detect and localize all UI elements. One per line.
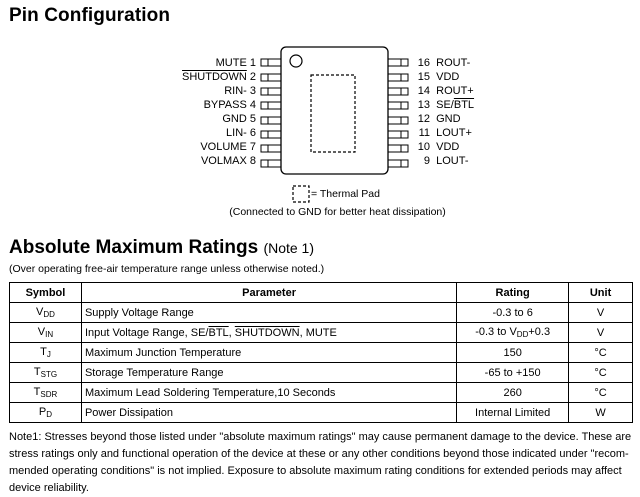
symbol-cell: $V_{IN}$ [10, 323, 82, 343]
pin-label: LIN- 6 [226, 127, 256, 139]
pin-label: SHUTDOWN 2 [182, 71, 256, 83]
ratings-title: Absolute Maximum Ratings (Note 1) [9, 237, 315, 258]
pin-label: GND 5 [222, 113, 256, 125]
pin1-marker [290, 55, 302, 67]
parameter-cell: Input Voltage Range, $SE/\overline{BTL}$, SHUTDOWN, MUTE [81, 323, 456, 343]
left-pin-stubs [261, 59, 281, 167]
parameter-cell: Power Dissipation [81, 403, 456, 423]
pin-label: 14 ROUT+ [417, 85, 474, 97]
unit-cell: °C [569, 383, 633, 403]
rating-cell: -65 to +150 [457, 363, 569, 383]
col-header-parameter: Parameter [81, 283, 456, 303]
pin-label: VOLUME 7 [200, 141, 256, 153]
pin-label: VOLMAX 8 [200, 155, 256, 167]
unit-cell: V [569, 303, 633, 323]
pin-label: 12 GND [417, 113, 461, 125]
thermal-pad-legend-box [293, 186, 309, 202]
thermal-pad-label: = Thermal Pad [311, 188, 380, 200]
pin-label: 10 VDD [417, 141, 460, 153]
col-header-unit: Unit [569, 283, 633, 303]
thermal-pad-note: (Connected to GND for better heat dissipation) [229, 206, 446, 218]
right-pin-labels [414, 56, 474, 168]
symbol-cell: $V_{DD}$ [10, 303, 82, 323]
ic-body [281, 47, 388, 174]
table-row [10, 303, 633, 323]
pin-label: 13 $SE/\overline{BTL}$ [417, 99, 475, 111]
pin-label: MUTE 1 [215, 57, 256, 69]
table-row [10, 323, 633, 343]
right-pin-stubs [388, 59, 408, 167]
symbol-cell: $P_D$ [10, 403, 82, 423]
ratings-note: Note1: Stresses beyond those listed under "absolute maximum ratings" may cause permanent damage to the device. These are stress ratings only and functional operation of the device at these or any other conditions beyond those indicated under "recom-mended operating conditions" is not implied. Exposure to absolute maximum rating conditions for extended periods may affect device reliability. [9, 431, 632, 494]
pin-label: BYPASS 4 [203, 99, 256, 111]
pin-label: 9 LOUT- [423, 155, 469, 167]
pin-label: 11 LOUT+ [418, 127, 472, 139]
table-header-row [10, 283, 633, 303]
rating-cell: -0.3 to 6 [457, 303, 569, 323]
rating-cell: 260 [457, 383, 569, 403]
symbol-cell: $T_{SDR}$ [10, 383, 82, 403]
ratings-subtitle: (Over operating free-air temperature range unless otherwise noted.) [9, 263, 325, 275]
pin-label: 15 VDD [417, 71, 460, 83]
symbol-cell: $T_{STG}$ [10, 363, 82, 383]
left-pin-labels [150, 56, 256, 168]
rating-cell: Internal Limited [457, 403, 569, 423]
symbol-cell: $T_J$ [10, 343, 82, 363]
table-row [10, 383, 633, 403]
table-row [10, 343, 633, 363]
ratings-table [9, 282, 633, 423]
parameter-cell: Maximum Lead Soldering Temperature,10 Seconds [81, 383, 456, 403]
unit-cell: °C [569, 343, 633, 363]
unit-cell: V [569, 323, 633, 343]
thermal-pad [311, 75, 355, 152]
pin-label: 16 ROUT- [417, 57, 471, 69]
rating-cell: -0.3 to $V_{DD}+0.3$ [457, 323, 569, 343]
table-row [10, 403, 633, 423]
unit-cell: °C [569, 363, 633, 383]
pin-label: RIN- 3 [224, 85, 256, 97]
parameter-cell: Storage Temperature Range [81, 363, 456, 383]
table-row [10, 363, 633, 383]
pin-config-title: Pin Configuration [9, 5, 171, 26]
parameter-cell: Maximum Junction Temperature [81, 343, 456, 363]
col-header-rating: Rating [457, 283, 569, 303]
col-header-symbol: Symbol [10, 283, 82, 303]
parameter-cell: Supply Voltage Range [81, 303, 456, 323]
rating-cell: 150 [457, 343, 569, 363]
unit-cell: W [569, 403, 633, 423]
